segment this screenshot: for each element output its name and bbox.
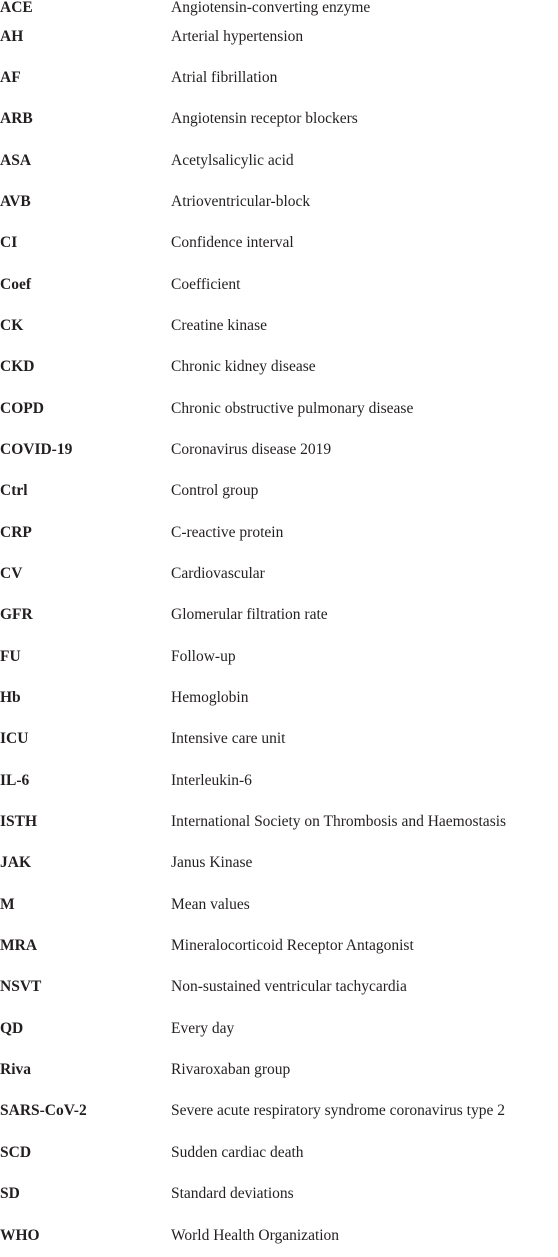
abbreviation-row xyxy=(0,305,558,346)
abbreviation-term: M xyxy=(0,895,15,913)
abbreviation-term: AH xyxy=(0,27,24,45)
abbreviation-term: GFR xyxy=(0,606,33,624)
abbreviation-definition: Standard deviations xyxy=(171,1184,294,1202)
abbreviation-term: SARS-CoV-2 xyxy=(0,1102,87,1120)
abbreviation-term: ASA xyxy=(0,151,32,169)
abbreviation-term: ARB xyxy=(0,110,33,128)
abbreviation-definition: Atrioventricular-block xyxy=(171,192,311,210)
abbreviation-row xyxy=(0,0,558,16)
abbreviation-row xyxy=(0,223,558,264)
abbreviation-term: CI xyxy=(0,234,18,252)
abbreviation-row xyxy=(0,471,558,512)
abbreviation-row xyxy=(0,99,558,140)
abbreviation-definition: Cardiovascular xyxy=(171,564,265,582)
abbreviation-term: SCD xyxy=(0,1143,32,1161)
abbreviation-definition: Intensive care unit xyxy=(171,730,286,748)
abbreviation-definition: Angiotensin-converting enzyme xyxy=(171,0,371,16)
abbreviation-term: Riva xyxy=(0,1060,31,1078)
abbreviation-definition: Acetylsalicylic acid xyxy=(171,151,294,169)
abbreviation-row xyxy=(0,760,558,801)
abbreviation-definition: Mean values xyxy=(171,895,250,913)
abbreviation-term: COPD xyxy=(0,399,44,417)
abbreviation-term: COVID-19 xyxy=(0,440,73,458)
abbreviation-row xyxy=(0,553,558,594)
abbreviation-definition: Chronic kidney disease xyxy=(171,358,316,376)
abbreviation-definition: Chronic obstructive pulmonary disease xyxy=(171,399,414,417)
abbreviation-row xyxy=(0,636,558,677)
abbreviation-term: CRP xyxy=(0,523,32,541)
abbreviation-definition: Creatine kinase xyxy=(171,316,267,334)
abbreviation-row xyxy=(0,1132,558,1173)
abbreviation-definition: Rivaroxaban group xyxy=(171,1060,291,1078)
abbreviation-term: ISTH xyxy=(0,812,38,830)
abbreviation-row xyxy=(0,388,558,429)
abbreviation-term: ACE xyxy=(0,0,33,16)
abbreviation-row xyxy=(0,801,558,842)
abbreviation-term: CK xyxy=(0,316,24,334)
abbreviation-definition: Glomerular filtration rate xyxy=(171,606,328,624)
abbreviation-row xyxy=(0,264,558,305)
abbreviation-row xyxy=(0,347,558,388)
abbreviation-definition: Sudden cardiac death xyxy=(171,1143,304,1161)
abbreviation-definition: Coefficient xyxy=(171,275,241,293)
abbreviation-row xyxy=(0,512,558,553)
abbreviation-term: IL-6 xyxy=(0,771,30,789)
abbreviation-row xyxy=(0,967,558,1008)
abbreviation-definition: Angiotensin receptor blockers xyxy=(171,110,358,128)
abbreviation-term: AVB xyxy=(0,192,31,210)
abbreviation-definition: Hemoglobin xyxy=(171,688,249,706)
abbreviation-definition: Interleukin-6 xyxy=(171,771,252,789)
abbreviation-term: ICU xyxy=(0,730,29,748)
abbreviation-term: CKD xyxy=(0,358,35,376)
abbreviation-row xyxy=(0,719,558,760)
abbreviation-definition: Mineralocorticoid Receptor Antagonist xyxy=(171,936,414,954)
abbreviation-row xyxy=(0,181,558,222)
abbreviation-term: JAK xyxy=(0,854,31,872)
abbreviation-term: SD xyxy=(0,1184,20,1202)
abbreviation-term: MRA xyxy=(0,936,38,954)
abbreviation-definition: Atrial fibrillation xyxy=(171,68,278,86)
abbreviation-definition: World Health Organization xyxy=(171,1226,340,1244)
abbreviation-row xyxy=(0,57,558,98)
abbreviation-row xyxy=(0,843,558,884)
abbreviation-definition: Follow-up xyxy=(171,647,236,665)
abbreviation-row xyxy=(0,1091,558,1132)
abbreviation-row xyxy=(0,677,558,718)
abbreviation-definition: Control group xyxy=(171,482,259,500)
abbreviation-row xyxy=(0,1008,558,1049)
abbreviation-row xyxy=(0,429,558,470)
abbreviation-term: Ctrl xyxy=(0,482,28,500)
abbreviation-term: AF xyxy=(0,68,21,86)
abbreviation-row xyxy=(0,925,558,966)
abbreviation-definition: C-reactive protein xyxy=(171,523,284,541)
abbreviation-term: NSVT xyxy=(0,978,42,996)
abbreviation-definition: Severe acute respiratory syndrome coronavirus type 2 xyxy=(171,1102,505,1120)
abbreviation-term: FU xyxy=(0,647,21,665)
abbreviation-term: Coef xyxy=(0,275,31,293)
abbreviation-definition: Every day xyxy=(171,1019,235,1037)
abbreviation-row xyxy=(0,1173,558,1214)
abbreviation-definition: Confidence interval xyxy=(171,234,294,252)
abbreviation-row xyxy=(0,595,558,636)
abbreviation-row xyxy=(0,884,558,925)
abbreviation-definition: Arterial hypertension xyxy=(171,27,304,45)
abbreviation-row xyxy=(0,16,558,57)
abbreviation-definition: Non-sustained ventricular tachycardia xyxy=(171,978,407,996)
abbreviation-term: WHO xyxy=(0,1226,40,1244)
abbreviation-row xyxy=(0,1215,558,1245)
abbreviation-definition: Janus Kinase xyxy=(171,854,253,872)
abbreviation-definition: Coronavirus disease 2019 xyxy=(171,440,332,458)
abbreviation-term: Hb xyxy=(0,688,21,706)
abbreviation-term: CV xyxy=(0,564,23,582)
abbreviation-definition: International Society on Thrombosis and Haemostasis xyxy=(171,812,507,830)
abbreviation-term: QD xyxy=(0,1019,24,1037)
abbreviation-row xyxy=(0,140,558,181)
abbreviation-row xyxy=(0,1049,558,1090)
